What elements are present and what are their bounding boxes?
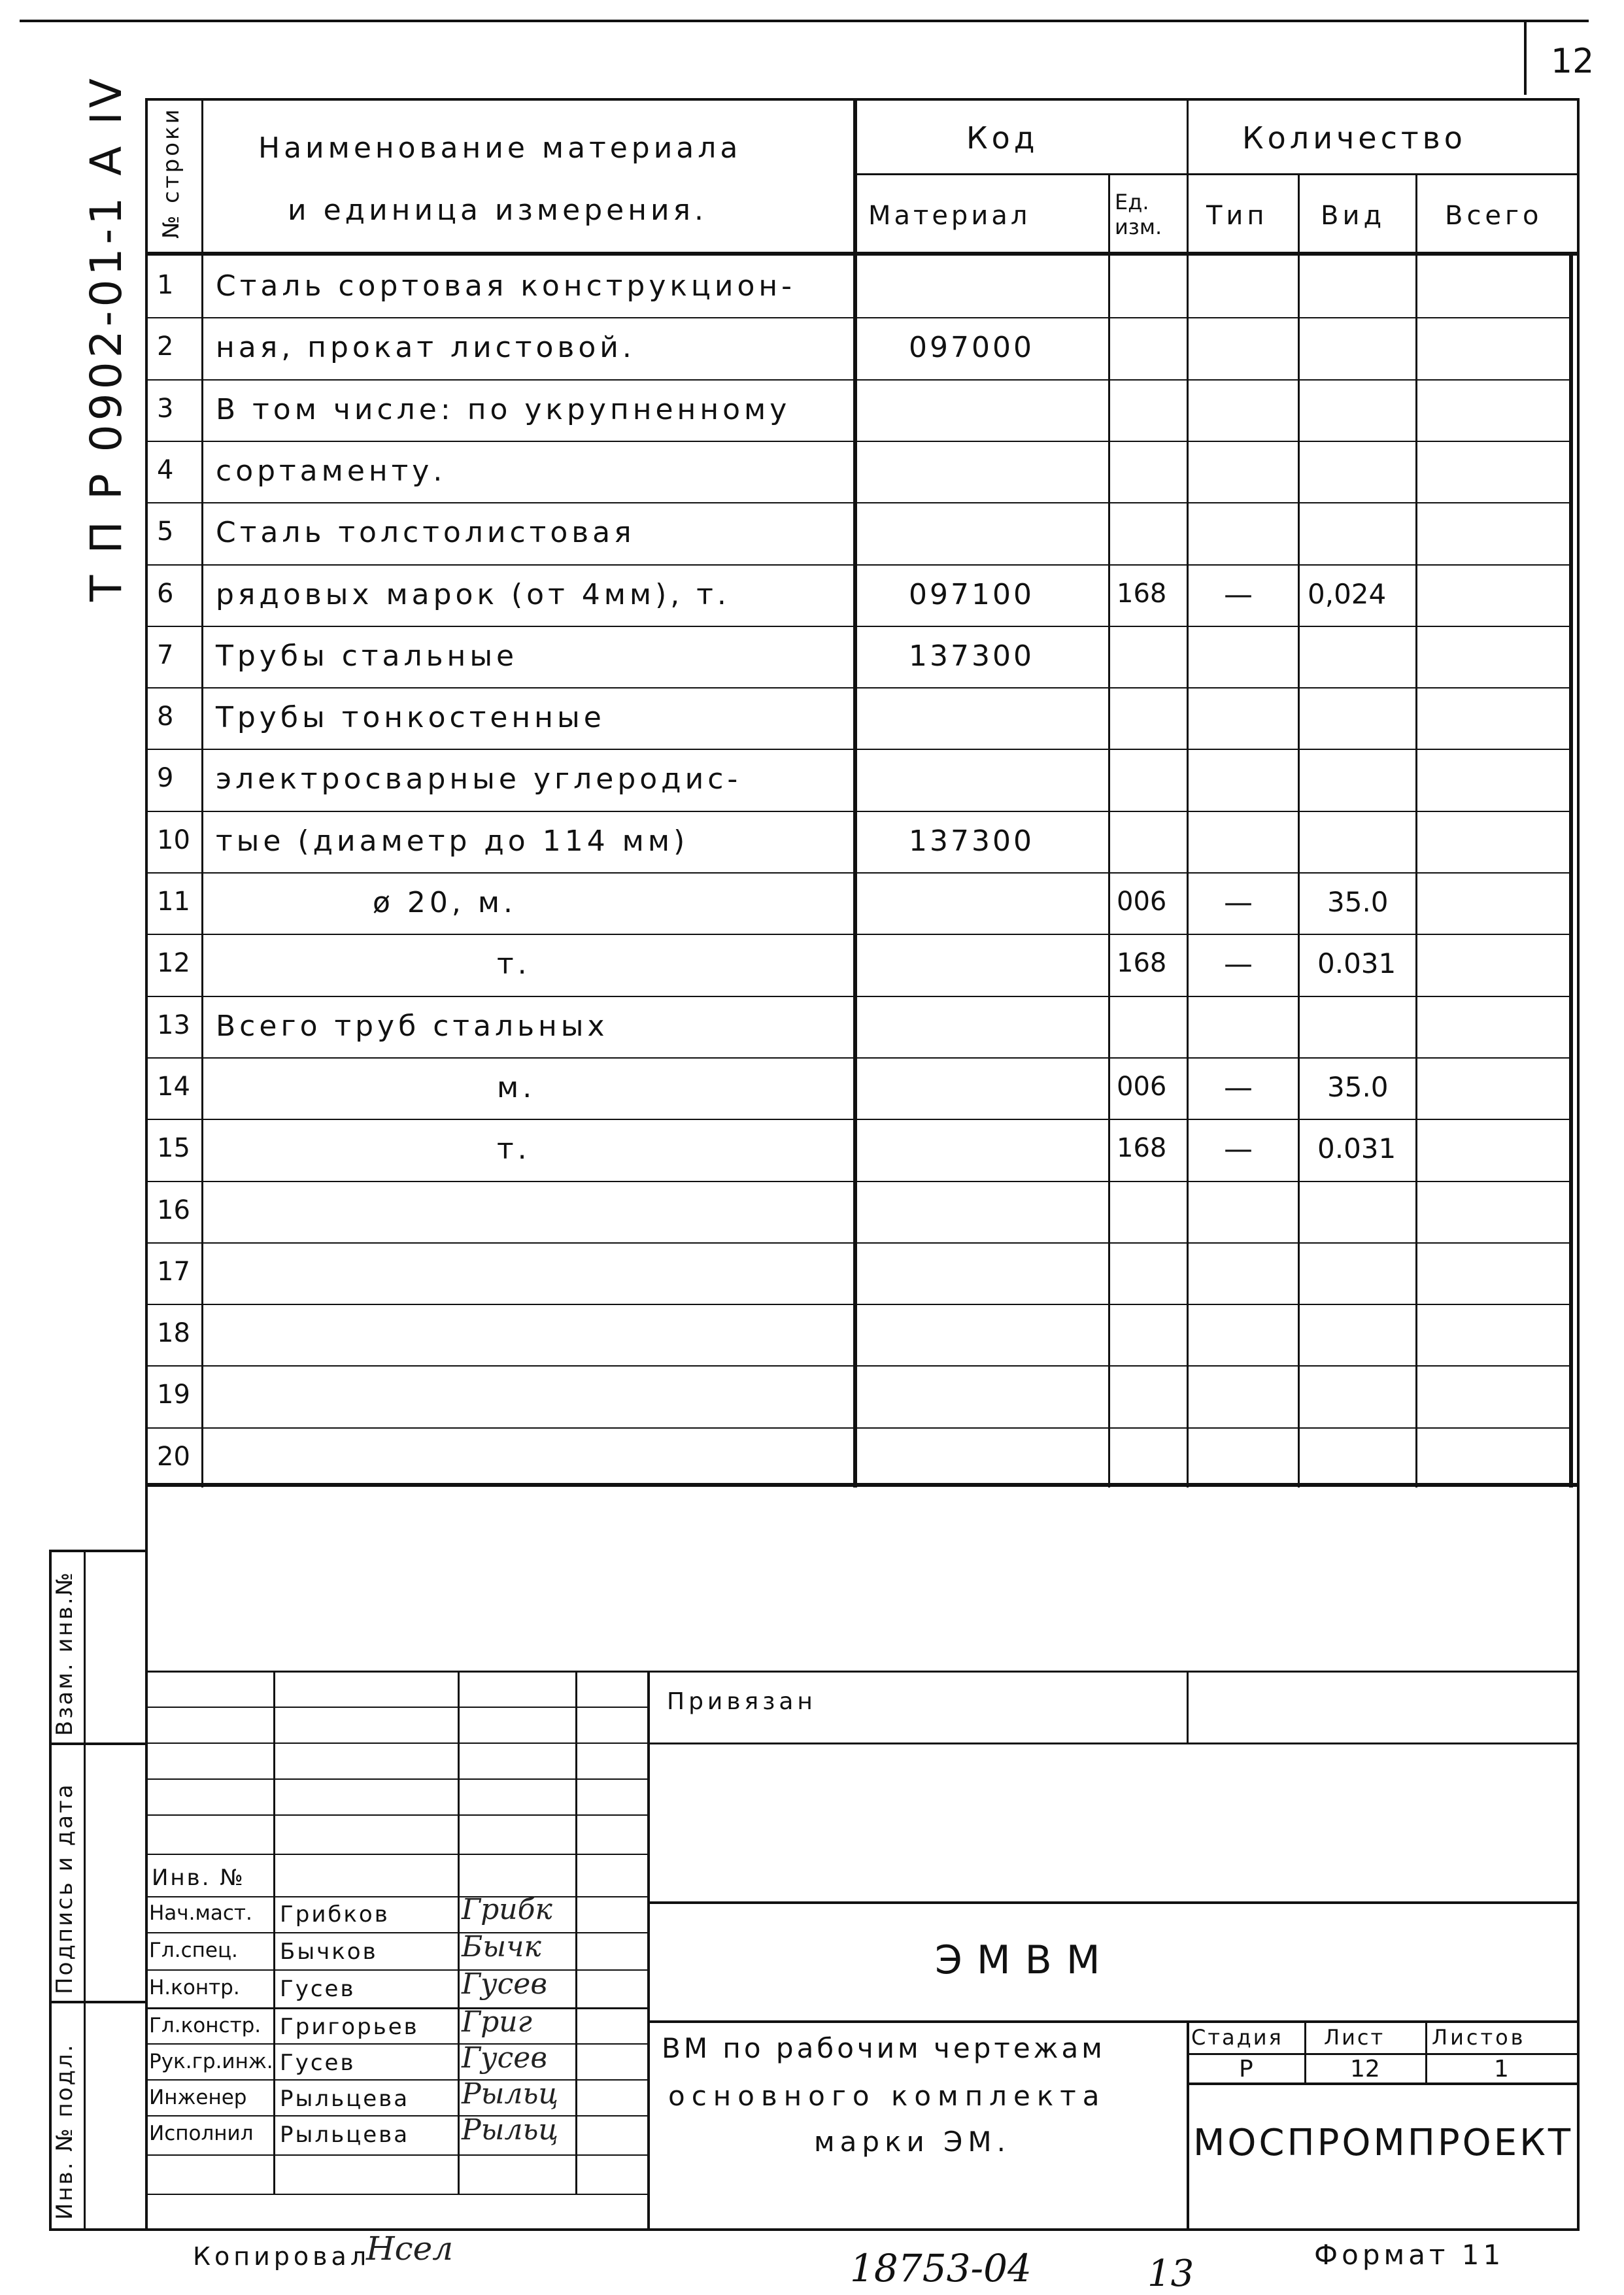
- row-number: 4: [157, 454, 174, 485]
- row-material-name: Всего труб стальных: [216, 1009, 609, 1043]
- side-strip-div1: [49, 1742, 147, 1745]
- sig-row-2: [145, 1742, 649, 1744]
- side-label-podpis: Подпись и дата: [52, 1782, 78, 1994]
- row-number: 3: [157, 393, 174, 424]
- row-divider: [145, 934, 1573, 935]
- side-strip-inner: [84, 1550, 86, 2230]
- row-unit-code: 006: [1117, 887, 1167, 917]
- row-divider: [145, 687, 1573, 688]
- row-number: 15: [157, 1133, 190, 1164]
- listov-label: Листов: [1432, 2025, 1526, 2050]
- tb-top: [145, 1671, 1580, 1673]
- row-divider: [145, 626, 1573, 627]
- signatory-role: Исполнил: [149, 2122, 254, 2145]
- row-number: 16: [157, 1195, 190, 1225]
- row-divider: [145, 1057, 1573, 1059]
- format-label: Формат 11: [1314, 2239, 1505, 2271]
- row-number: 10: [157, 824, 190, 855]
- signatory-name: Григорьев: [280, 2014, 419, 2040]
- row-tip: —: [1224, 947, 1253, 981]
- sig-row-10: [145, 2043, 649, 2045]
- signatory-signature: Рыльц: [462, 2077, 559, 2111]
- row-divider: [145, 749, 1573, 750]
- sig-row-4: [145, 1814, 649, 1816]
- row-vid: 35.0: [1327, 1070, 1389, 1103]
- row-divider: [145, 564, 1573, 566]
- signatory-role: Гл.спец.: [149, 1939, 238, 1962]
- kod-sub-divider: [853, 173, 1580, 175]
- row-divider: [145, 441, 1573, 442]
- list-label: Лист: [1324, 2025, 1385, 2050]
- col-vid: [1298, 173, 1300, 1488]
- kopiroval-signature: Нсел: [366, 2230, 454, 2268]
- header-kod: Код: [966, 120, 1039, 156]
- desc-line3: марки ЭМ.: [814, 2126, 1011, 2158]
- row-material-name: В том числе: по укрупненному: [216, 392, 791, 426]
- sig-row-9: [145, 2007, 649, 2009]
- row-unit-code: 168: [1117, 578, 1167, 609]
- sig-row-3: [145, 1778, 649, 1780]
- stadiya-label: Стадия: [1191, 2025, 1283, 2050]
- row-tip: —: [1224, 1132, 1253, 1166]
- row-material-name: рядовых марок (от 4мм), т.: [216, 577, 730, 611]
- row-number: 9: [157, 763, 174, 794]
- row-divider: [145, 1242, 1573, 1244]
- signatory-name: Рыльцева: [280, 2122, 410, 2148]
- row-tip: —: [1224, 886, 1253, 919]
- header-vid: Вид: [1321, 201, 1386, 231]
- signatory-role: Н.контр.: [149, 1976, 240, 1999]
- row-divider: [145, 1181, 1573, 1182]
- col-vsego: [1415, 173, 1417, 1488]
- row-number: 8: [157, 702, 174, 732]
- sheet-number: 12: [1551, 42, 1595, 81]
- sig-row-6: [145, 1896, 649, 1897]
- signatory-name: Бычков: [280, 1939, 378, 1965]
- row-vid: 0.031: [1317, 1132, 1396, 1165]
- row-material-name: ø 20, м.: [373, 886, 517, 919]
- row-divider: [145, 1304, 1573, 1305]
- header-material: Материал: [868, 201, 1031, 231]
- privyazan-label: Привязан: [667, 1688, 817, 1715]
- signatory-signature: Грибк: [462, 1893, 552, 1926]
- kopiroval-label: Копировал: [193, 2242, 371, 2271]
- doc-code: Т П Р 0902-01-1 А IV: [81, 75, 131, 602]
- signatory-name: Грибков: [280, 1901, 390, 1928]
- col-edizm: [1108, 173, 1110, 1488]
- tb-row-mark: [647, 1901, 1580, 1904]
- row-divider: [145, 872, 1573, 874]
- sig-row-7: [145, 1932, 649, 1933]
- row-number: 2: [157, 332, 174, 362]
- archive-number: 18753-04: [850, 2246, 1032, 2290]
- row-number: 6: [157, 578, 174, 609]
- row-divider: [145, 996, 1573, 997]
- frame-top: [145, 98, 1580, 101]
- listov-value: 1: [1494, 2056, 1509, 2082]
- header-tip: Тип: [1206, 201, 1268, 231]
- row-material-name: Трубы стальные: [216, 639, 518, 673]
- sig-row-12: [145, 2115, 649, 2116]
- signatory-signature: Гусев: [462, 1967, 547, 2001]
- signatory-signature: Рыльц: [462, 2113, 559, 2147]
- sheet-number-divider: [1524, 20, 1527, 95]
- signatory-role: Рук.гр.инж.: [149, 2050, 273, 2073]
- row-number: 18: [157, 1318, 190, 1349]
- row-material-name: ная, прокат листовой.: [216, 331, 635, 365]
- side-strip-bottom: [49, 2228, 147, 2231]
- row-material-name: Трубы тонкостенные: [216, 701, 605, 735]
- row-number: 14: [157, 1071, 190, 1102]
- row-number: 13: [157, 1010, 190, 1040]
- row-material-name: Сталь сортовая конструкцион-: [216, 269, 796, 303]
- frame-left: [145, 98, 148, 2230]
- row-divider: [145, 502, 1573, 503]
- row-material-name: Сталь толстолистовая: [216, 516, 635, 550]
- row-material-name: сортаменту.: [216, 454, 447, 488]
- header-name-line2: и единица измерения.: [288, 194, 708, 227]
- row-tip: —: [1224, 1070, 1253, 1104]
- top-border: [20, 20, 1589, 22]
- row-number: 5: [157, 517, 174, 547]
- col-tip: [1187, 98, 1189, 1488]
- frame-bottom: [145, 2228, 1580, 2231]
- row-unit-code: 168: [1117, 1133, 1167, 1164]
- sig-row-1: [145, 1707, 649, 1708]
- col-rowno: [201, 98, 203, 1488]
- row-material-name: т.: [497, 947, 531, 981]
- side-label-inv: Инв. № подл.: [52, 2043, 78, 2220]
- sig-row-14: [145, 2194, 649, 2195]
- row-vid: 0.031: [1317, 947, 1396, 980]
- row-number: 11: [157, 887, 190, 917]
- side-strip-top: [49, 1550, 147, 1552]
- signatory-signature: Гусев: [462, 2041, 547, 2075]
- row-number: 20: [157, 1441, 190, 1472]
- mark-title: ЭМВМ: [935, 1937, 1115, 1983]
- page-number: 13: [1147, 2252, 1194, 2295]
- row-material-name: тые (диаметр до 114 мм): [216, 824, 689, 858]
- row-material-code: 097000: [909, 331, 1034, 365]
- row-vid: 35.0: [1327, 886, 1389, 918]
- tb-desc-right: [1187, 2020, 1189, 2230]
- tb-row-desc: [647, 2020, 1580, 2023]
- sig-row-5: [145, 1854, 649, 1855]
- row-number: 17: [157, 1256, 190, 1287]
- header-row-no: № строки: [158, 107, 184, 239]
- sig-row-11: [145, 2079, 649, 2081]
- list-value: 12: [1350, 2056, 1380, 2082]
- row-material-name: м.: [497, 1070, 536, 1104]
- tb-stage-row2: [1187, 2082, 1580, 2085]
- row-vid: 0,024: [1308, 577, 1387, 610]
- row-divider: [145, 1119, 1573, 1120]
- row-divider: [145, 811, 1573, 812]
- side-strip-div2: [49, 2001, 147, 2003]
- col-material: [853, 98, 857, 1488]
- tb-stage-row1: [1187, 2053, 1580, 2055]
- signatory-name: Гусев: [280, 1976, 356, 2002]
- row-tip: —: [1224, 577, 1253, 611]
- signatory-signature: Григ: [462, 2005, 532, 2039]
- row-divider: [145, 317, 1573, 318]
- row-divider: [145, 1427, 1573, 1429]
- signatory-signature: Бычк: [462, 1930, 541, 1964]
- row-number: 12: [157, 948, 190, 979]
- sig-row-8: [145, 1969, 649, 1971]
- signatory-role: Гл.констр.: [149, 2014, 262, 2037]
- header-name-line1: Наименование материала: [258, 131, 742, 165]
- row-material-code: 097100: [909, 577, 1034, 611]
- row-material-code: 137300: [909, 639, 1034, 673]
- row-unit-code: 168: [1117, 948, 1167, 979]
- organization: МОСПРОМПРОЕКТ: [1193, 2122, 1574, 2164]
- tb-col-mid: [647, 1671, 650, 2230]
- header-kolichestvo: Количество: [1242, 120, 1466, 156]
- row-number: 19: [157, 1380, 190, 1410]
- desc-line1: ВМ по рабочим чертежам: [662, 2032, 1106, 2064]
- tb-stage-col2: [1425, 2020, 1427, 2084]
- header-bottom: [145, 252, 1580, 256]
- row-divider: [145, 1365, 1573, 1367]
- desc-line2: основного комплекта: [668, 2080, 1106, 2112]
- tb-row-privyazan: [647, 1742, 1580, 1744]
- row-number: 1: [157, 270, 174, 300]
- header-ed-izm: Ед. изм.: [1115, 190, 1162, 240]
- tb-privyazan-right: [1187, 1671, 1189, 1742]
- row-material-name: электросварные углеродис-: [216, 762, 742, 796]
- thick-right: [1569, 252, 1573, 1488]
- inv-no-label: Инв. №: [152, 1865, 245, 1891]
- stadiya-value: Р: [1239, 2056, 1253, 2082]
- table-bottom: [145, 1483, 1580, 1487]
- signatory-role: Нач.маст.: [149, 1901, 252, 1925]
- signatory-name: Гусев: [280, 2050, 356, 2076]
- row-unit-code: 006: [1117, 1071, 1167, 1102]
- tb-stage-col1: [1304, 2020, 1306, 2084]
- signatory-name: Рыльцева: [280, 2086, 410, 2112]
- signatory-role: Инженер: [149, 2086, 247, 2109]
- row-material-code: 137300: [909, 824, 1034, 858]
- side-label-vzam: Взам. инв.№: [52, 1570, 78, 1736]
- row-number: 7: [157, 639, 174, 670]
- frame-right: [1577, 98, 1580, 2230]
- row-divider: [145, 379, 1573, 381]
- row-material-name: т.: [497, 1132, 531, 1166]
- header-vsego: Всего: [1445, 201, 1543, 231]
- sig-row-13: [145, 2154, 649, 2156]
